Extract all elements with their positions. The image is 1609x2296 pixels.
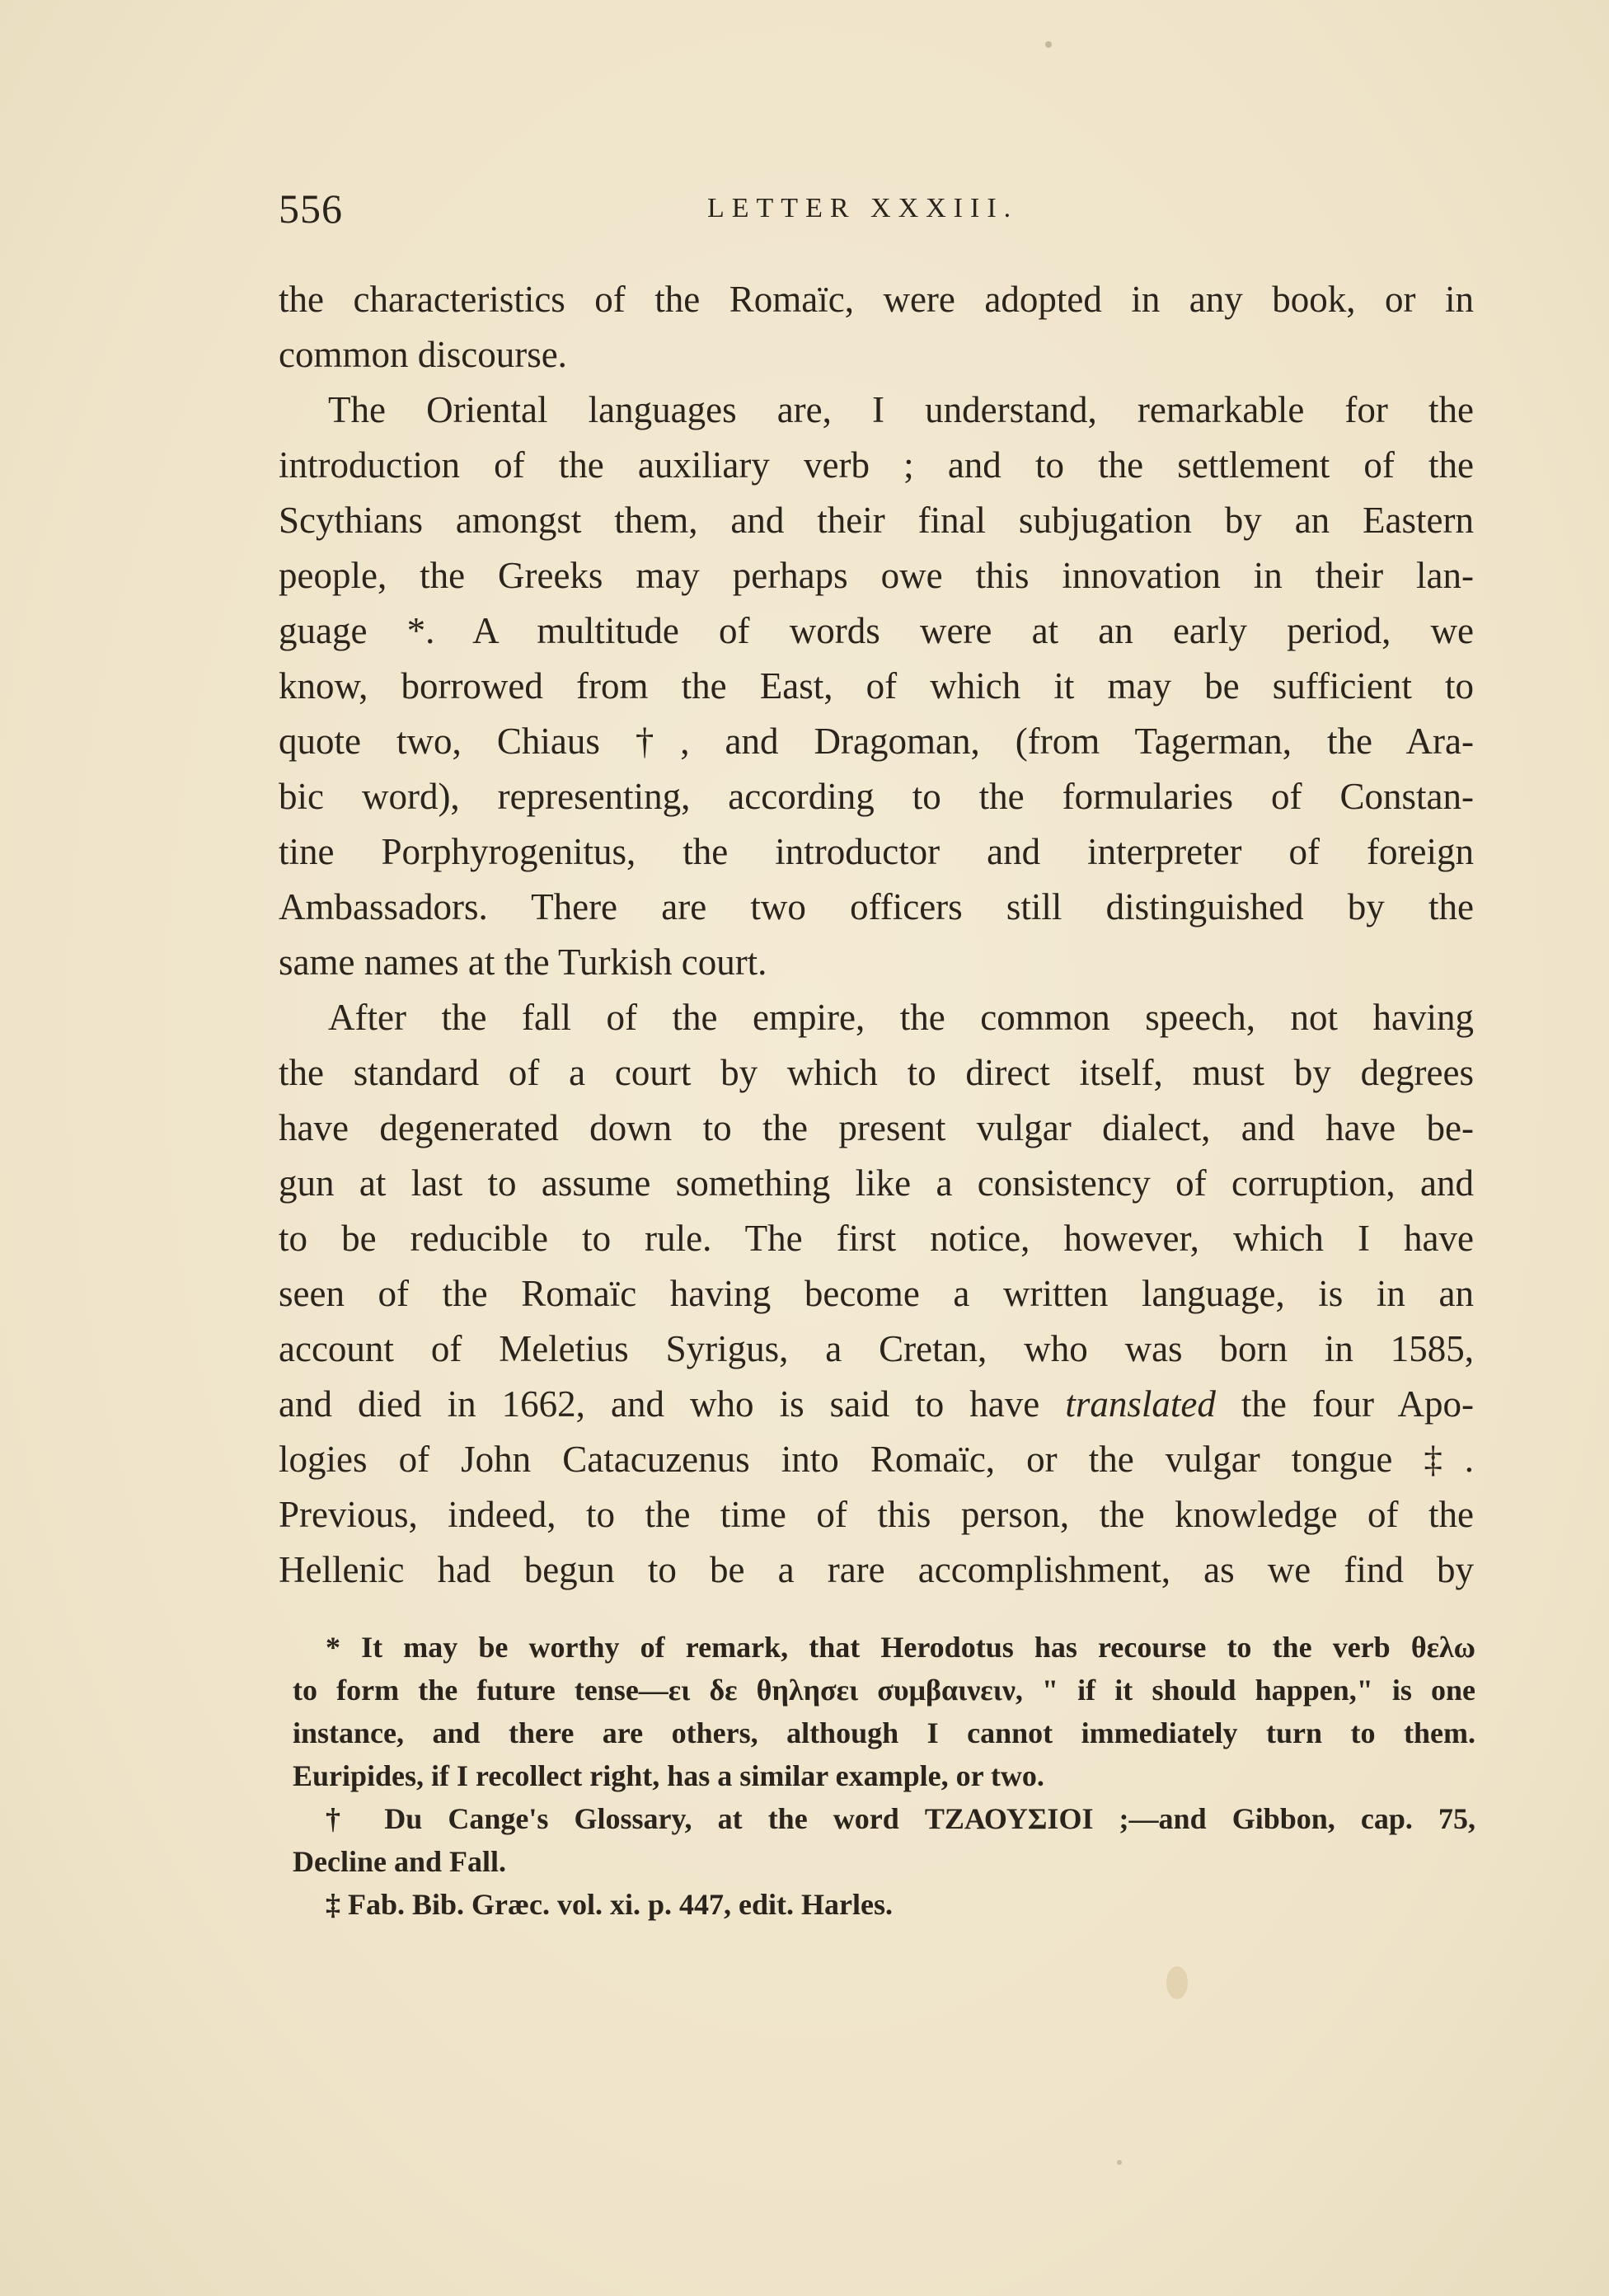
italic-word: translated: [1065, 1383, 1216, 1425]
page-number: 556: [279, 185, 343, 232]
footnote-line: to form the future tense—ει δε θηλησει συμβαινειν, " if it should happen," is one: [293, 1674, 1475, 1707]
paper-speck: [1117, 2160, 1122, 2165]
body-line: After the fall of the empire, the common speech, not having: [328, 997, 1474, 1038]
footnote-line: Decline and Fall.: [293, 1845, 506, 1878]
body-line: Ambassadors. There are two officers still distinguished by the: [279, 886, 1474, 927]
footnote-line: Euripides, if I recollect right, has a similar example, or two.: [293, 1759, 1044, 1792]
body-line: tine Porphyrogenitus, the introductor and interpreter of foreign: [279, 831, 1474, 872]
page-header: [279, 185, 1457, 242]
body-line: guage *. A multitude of words were at an early period, we: [279, 610, 1474, 651]
body-line: The Oriental languages are, I understand, remarkable for the: [328, 389, 1474, 430]
body-line: gun at last to assume something like a consistency of corruption, and: [279, 1162, 1474, 1204]
body-line: to be reducible to rule. The first notice, however, which I have: [279, 1218, 1474, 1259]
footnote-line: ‡ Fab. Bib. Græc. vol. xi. p. 447, edit. Harles.: [326, 1888, 893, 1921]
body-line: common discourse.: [279, 334, 567, 375]
running-head: LETTER XXXIII.: [707, 193, 1019, 223]
paper-stain: [1166, 1966, 1188, 1999]
footnotes: [293, 1626, 1475, 1926]
body-line: the standard of a court by which to direct itself, must by degrees: [279, 1052, 1474, 1093]
footnote-line: † Du Cange's Glossary, at the word ΤΖΑΟΥΣΙΟΙ ;—and Gibbon, cap. 75,: [326, 1802, 1475, 1835]
body-line: Scythians amongst them, and their final subjugation by an Eastern: [279, 500, 1474, 541]
footnote-line: instance, and there are others, although I cannot immediately turn to them.: [293, 1716, 1475, 1749]
body-text: [279, 272, 1474, 1598]
body-line: logies of John Catacuzenus into Romaïc, or the vulgar tongue ‡.: [279, 1439, 1474, 1480]
body-line-with-italic: and died in 1662, and who is said to have translated the four Apo-: [279, 1383, 1474, 1425]
body-line: account of Meletius Syrigus, a Cretan, who was born in 1585,: [279, 1328, 1474, 1369]
body-line: bic word), representing, according to the formularies of Constan-: [279, 776, 1474, 817]
paper-speck: [1045, 41, 1052, 48]
body-line: have degenerated down to the present vulgar dialect, and have be-: [279, 1107, 1474, 1148]
body-line: the characteristics of the Romaïc, were adopted in any book, or in: [279, 279, 1474, 320]
body-line: know, borrowed from the East, of which it may be sufficient to: [279, 665, 1474, 707]
body-line: quote two, Chiaus †, and Dragoman, (from Tagerman, the Ara-: [279, 721, 1474, 762]
body-line: seen of the Romaïc having become a written language, is in an: [279, 1273, 1474, 1314]
body-line: Hellenic had begun to be a rare accomplishment, as we find by: [279, 1549, 1474, 1590]
body-line: people, the Greeks may perhaps owe this innovation in their lan-: [279, 555, 1474, 596]
footnote-line: * It may be worthy of remark, that Herodotus has recourse to the verb θελω: [326, 1631, 1475, 1664]
body-line: introduction of the auxiliary verb ; and to the settlement of the: [279, 444, 1474, 486]
body-line: same names at the Turkish court.: [279, 941, 767, 983]
body-line: Previous, indeed, to the time of this person, the knowledge of the: [279, 1494, 1474, 1535]
